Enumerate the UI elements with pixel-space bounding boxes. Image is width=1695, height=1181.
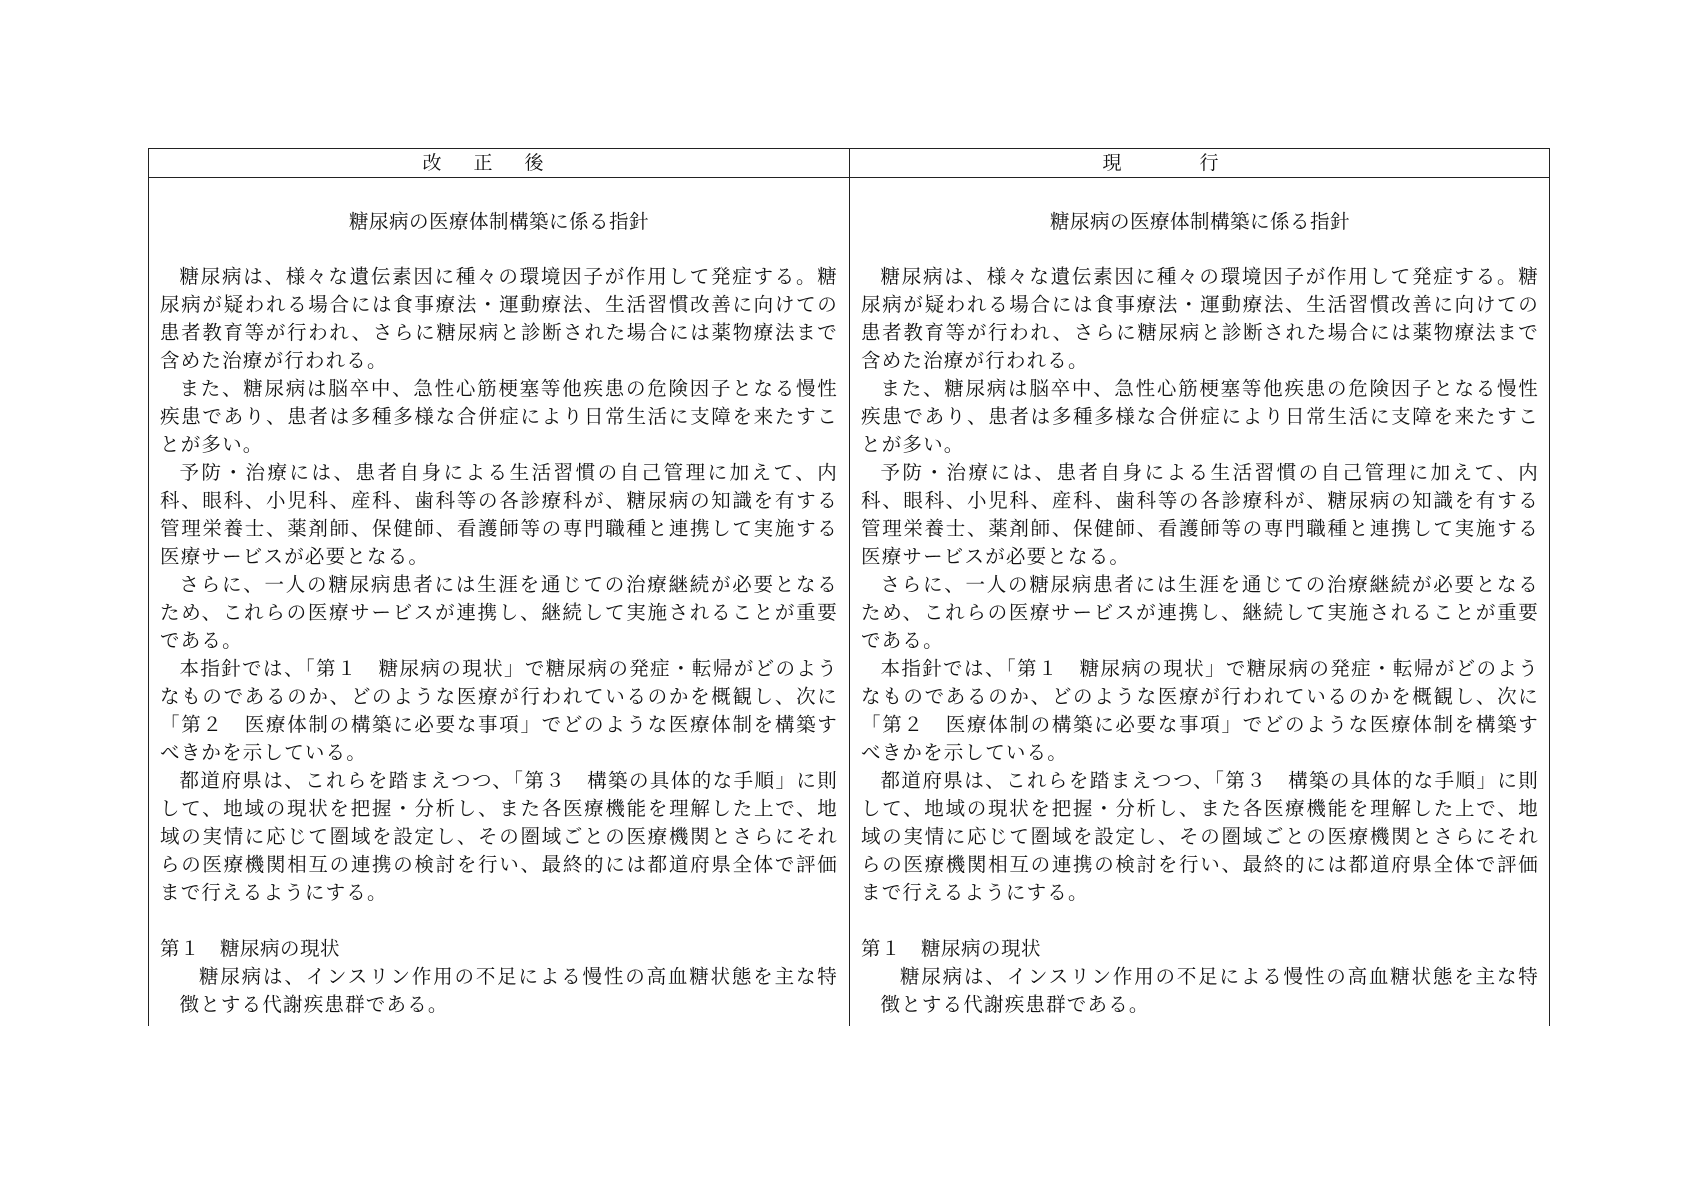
current-paragraph-3: 予防・治療には、患者自身による生活習慣の自己管理に加えて、内科、眼科、小児科、産科、歯科等の各診療科が、糖尿病の知識を有する管理栄養士、薬剤師、保健師、看護師等の専門職種と連携して実施する医療サービスが必要となる。 [861,461,1539,568]
comparison-table [148,148,1550,1026]
revised-paragraph-4: さらに、一人の糖尿病患者には生涯を通じての治療継続が必要となるため、これらの医療サービスが連携し、継続して実施されることが重要である。 [160,573,838,652]
revised-paragraph-2: また、糖尿病は脳卒中、急性心筋梗塞等他疾患の危険因子となる慢性疾患であり、患者は多種多様な合併症により日常生活に支障を来たすことが多い。 [160,377,838,456]
revised-section-heading: 第１ 糖尿病の現状 [160,937,341,960]
revised-title: 糖尿病の医療体制構築に係る指針 [348,210,649,233]
revised-section-paragraph: 糖尿病は、インスリン作用の不足による慢性の高血糖状態を主な特徴とする代謝疾患群である。 [179,965,838,1016]
revised-paragraph-5: 本指針では、「第１ 糖尿病の現状」で糖尿病の発症・転帰がどのようなものであるのか、どのような医療が行われているのかを概観し、次に「第２ 医療体制の構築に必要な事項」でどのような医療体制を構築すべきかを示している。 [160,657,838,764]
current-paragraph-1: 糖尿病は、様々な遺伝素因に種々の環境因子が作用して発症する。糖尿病が疑われる場合には食事療法・運動療法、生活習慣改善に向けての患者教育等が行われ、さらに糖尿病と診断された場合には薬物療法まで含めた治療が行われる。 [861,265,1539,372]
header-current: 現行 [1102,152,1297,174]
current-paragraph-5: 本指針では、「第１ 糖尿病の現状」で糖尿病の発症・転帰がどのようなものであるのか、どのような医療が行われているのかを概観し、次に「第２ 医療体制の構築に必要な事項」でどのような医療体制を構築すべきかを示している。 [861,657,1539,764]
current-paragraph-2: また、糖尿病は脳卒中、急性心筋梗塞等他疾患の危険因子となる慢性疾患であり、患者は多種多様な合併症により日常生活に支障を来たすことが多い。 [861,377,1539,456]
revised-column [160,178,838,1019]
current-paragraph-6: 都道府県は、これらを踏まえつつ、「第３ 構築の具体的な手順」に則して、地域の現状を把握・分析し、また各医療機能を理解した上で、地域の実情に応じて圏域を設定し、その圏域ごとの医療機関とさらにそれらの医療機関相互の連携の検討を行い、最終的には都道府県全体で評価まで行えるようにする。 [861,769,1539,904]
revised-paragraph-3: 予防・治療には、患者自身による生活習慣の自己管理に加えて、内科、眼科、小児科、産科、歯科等の各診療科が、糖尿病の知識を有する管理栄養士、薬剤師、保健師、看護師等の専門職種と連携して実施する医療サービスが必要となる。 [160,461,838,568]
current-column [861,178,1539,1019]
header-revised: 改正後 [422,152,576,174]
current-intro [861,263,1539,907]
current-title: 糖尿病の医療体制構築に係る指針 [1049,210,1350,233]
table-header-row [149,149,1549,178]
current-paragraph-4: さらに、一人の糖尿病患者には生涯を通じての治療継続が必要となるため、これらの医療サービスが連携し、継続して実施されることが重要である。 [861,573,1539,652]
revised-paragraph-1: 糖尿病は、様々な遺伝素因に種々の環境因子が作用して発症する。糖尿病が疑われる場合には食事療法・運動療法、生活習慣改善に向けての患者教育等が行われ、さらに糖尿病と診断された場合には薬物療法まで含めた治療が行われる。 [160,265,838,372]
column-divider [849,149,850,1026]
revised-intro [160,263,838,907]
current-section-paragraph: 糖尿病は、インスリン作用の不足による慢性の高血糖状態を主な特徴とする代謝疾患群である。 [880,965,1539,1016]
current-section-heading: 第１ 糖尿病の現状 [861,937,1042,960]
revised-paragraph-6: 都道府県は、これらを踏まえつつ、「第３ 構築の具体的な手順」に則して、地域の現状を把握・分析し、また各医療機能を理解した上で、地域の実情に応じて圏域を設定し、その圏域ごとの医療機関とさらにそれらの医療機関相互の連携の検討を行い、最終的には都道府県全体で評価まで行えるようにする。 [160,769,838,904]
